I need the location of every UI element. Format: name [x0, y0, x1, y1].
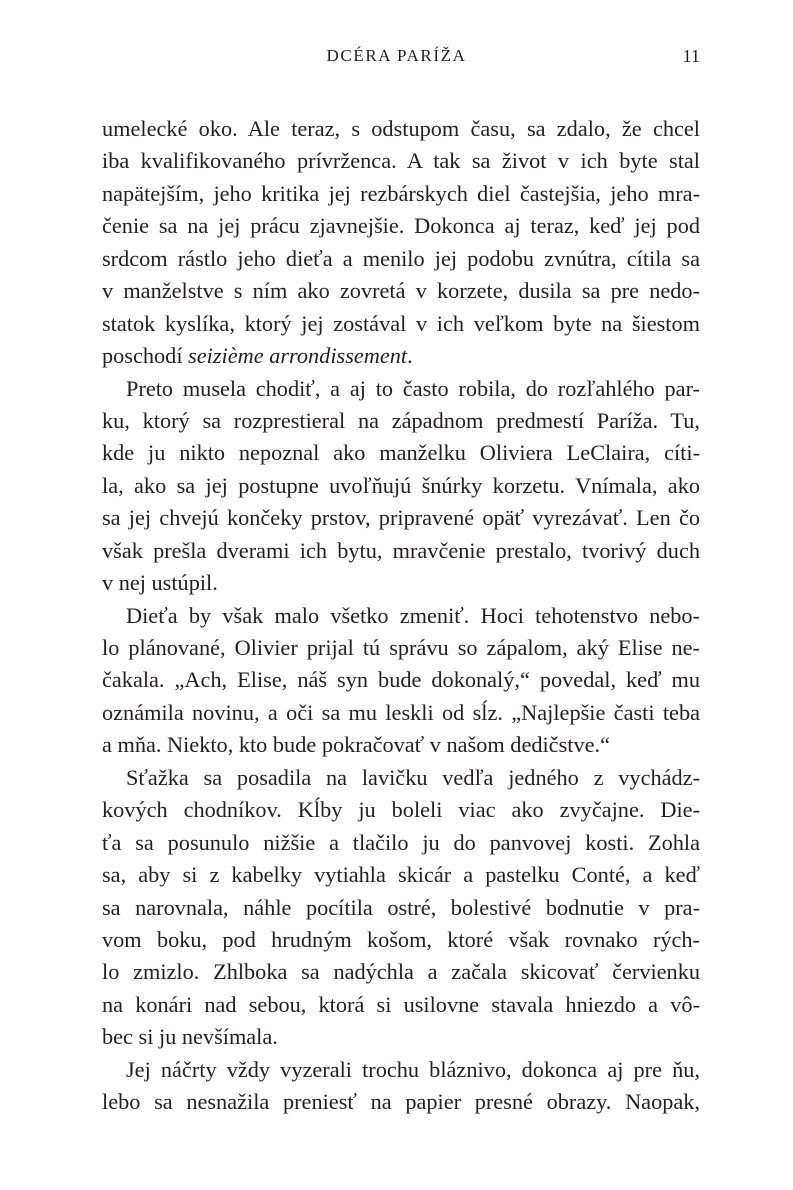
- text-line: [102, 794, 700, 826]
- body-text: [102, 113, 700, 1119]
- paragraph: [102, 1054, 700, 1119]
- text-line: [102, 275, 700, 307]
- line-text: Preto musela chodiť, a aj to často robila, do rozľahlého par-: [126, 375, 700, 401]
- line-text: Jej náčrty vždy vyzerali trochu bláznivo, dokonca aj pre ňu,: [126, 1056, 700, 1082]
- line-text: statok kyslíka, ktorý jej zostával v ich veľkom byte na šiestom: [102, 310, 700, 336]
- text-line: [102, 827, 700, 859]
- text-line: [102, 892, 700, 924]
- text-line: [102, 762, 700, 794]
- page-number: 11: [682, 46, 700, 66]
- text-line: [102, 664, 700, 696]
- text-line: [102, 405, 700, 437]
- text-line: [102, 145, 700, 177]
- line-text: bec si ju nevšímala.: [102, 1024, 278, 1050]
- line-text: lo zmizlo. Zhlboka sa nadýchla a začala skicovať červienku: [102, 959, 700, 985]
- line-text: sa narovnala, náhle pocítila ostré, bolestivé bodnutie v pra-: [102, 894, 700, 920]
- text-line: [102, 113, 700, 145]
- text-line: [102, 567, 700, 599]
- text-line: [102, 924, 700, 956]
- line-text: vom boku, pod hrudným košom, ktoré však rovnako rých-: [102, 926, 700, 952]
- text-line: [102, 600, 700, 632]
- paragraph: [102, 373, 700, 600]
- line-text: iba kvalifikovaného prívrženca. A tak sa život v ich byte stal: [102, 148, 700, 174]
- text-line: [102, 178, 700, 210]
- text-line: [102, 1086, 700, 1118]
- text-line: [102, 632, 700, 664]
- line-text: ku, ktorý sa rozprestieral na západnom predmestí Paríža. Tu,: [102, 407, 700, 433]
- line-text: v nej ustúpil.: [102, 570, 218, 596]
- line-text: lo plánované, Olivier prijal tú správu so zápalom, aký Elise ne-: [102, 635, 700, 660]
- paragraph: [102, 762, 700, 1054]
- line-text: lebo sa nesnažila preniesť na papier presné obrazy. Naopak,: [102, 1089, 700, 1115]
- line-text: sa jej chvejú končeky prstov, pripravené opäť vyrezávať. Len čo: [102, 505, 700, 531]
- text-line: [102, 243, 700, 275]
- text-line: [102, 308, 700, 340]
- text-line: [102, 697, 700, 729]
- line-text: a mňa. Niekto, kto bude pokračovať v našom dedičstve.“: [102, 732, 610, 758]
- line-text: Sťažka sa posadila na lavičku vedľa jedného z vychádz-: [126, 764, 700, 790]
- italic-phrase: seizième arrondissement: [188, 343, 408, 369]
- text-line: [102, 373, 700, 405]
- text-line: [102, 956, 700, 988]
- text-line: [102, 989, 700, 1021]
- line-text: ťa sa posunulo nižšie a tlačilo ju do panvovej kosti. Zohla: [102, 829, 700, 855]
- text-line: [102, 210, 700, 242]
- paragraph: [102, 600, 700, 762]
- line-text: oznámila novinu, a oči sa mu leskli od sĺz. „Najlepšie časti teba: [102, 699, 700, 725]
- line-text-after: .: [407, 343, 413, 369]
- line-text: však prešla dverami ich bytu, mravčenie prestalo, tvorivý duch: [102, 537, 700, 563]
- text-line: [102, 502, 700, 534]
- line-text: na konári nad sebou, ktorá si usilovne stavala hniezdo a vô-: [102, 991, 700, 1017]
- running-header: [0, 46, 793, 70]
- line-text: kde ju nikto nepoznal ako manželku Oliviera LeClaira, cíti-: [102, 440, 700, 466]
- line-text: la, ako sa jej postupne uvoľňujú šnúrky korzetu. Vnímala, ako: [102, 472, 700, 498]
- text-line: [102, 729, 700, 761]
- line-text: srdcom rástlo jeho dieťa a menilo jej podobu zvnútra, cítila sa: [102, 245, 700, 271]
- text-line: [102, 535, 700, 567]
- line-text: umelecké oko. Ale teraz, s odstupom času, sa zdalo, že chcel: [102, 116, 700, 141]
- line-text: Dieťa by však malo všetko zmeniť. Hoci tehotenstvo nebo-: [126, 602, 700, 628]
- line-text: čenie sa na jej prácu zjavnejšie. Dokonca aj teraz, keď jej pod: [102, 213, 700, 239]
- line-text: kových chodníkov. Kĺby ju boleli viac ako zvyčajne. Die-: [102, 797, 700, 823]
- text-line: [102, 859, 700, 891]
- line-text: čakala. „Ach, Elise, náš syn bude dokonalý,“ povedal, keď mu: [102, 667, 700, 693]
- line-text: sa, aby si z kabelky vytiahla skicár a pastelku Conté, a keď: [102, 862, 700, 888]
- line-text: v manželstve s ním ako zovretá v korzete, dusila sa pre nedo-: [102, 278, 700, 304]
- line-text: napätejším, jeho kritika jej rezbárskych diel častejšia, jeho mra-: [102, 180, 700, 206]
- text-line: [102, 437, 700, 469]
- text-line: [102, 1021, 700, 1053]
- text-line: [102, 340, 700, 372]
- line-text: poschodí: [102, 343, 189, 369]
- text-line: [102, 1054, 700, 1086]
- paragraph: [102, 113, 700, 373]
- book-title: DCÉRA PARÍŽA: [326, 46, 467, 65]
- text-line: [102, 470, 700, 502]
